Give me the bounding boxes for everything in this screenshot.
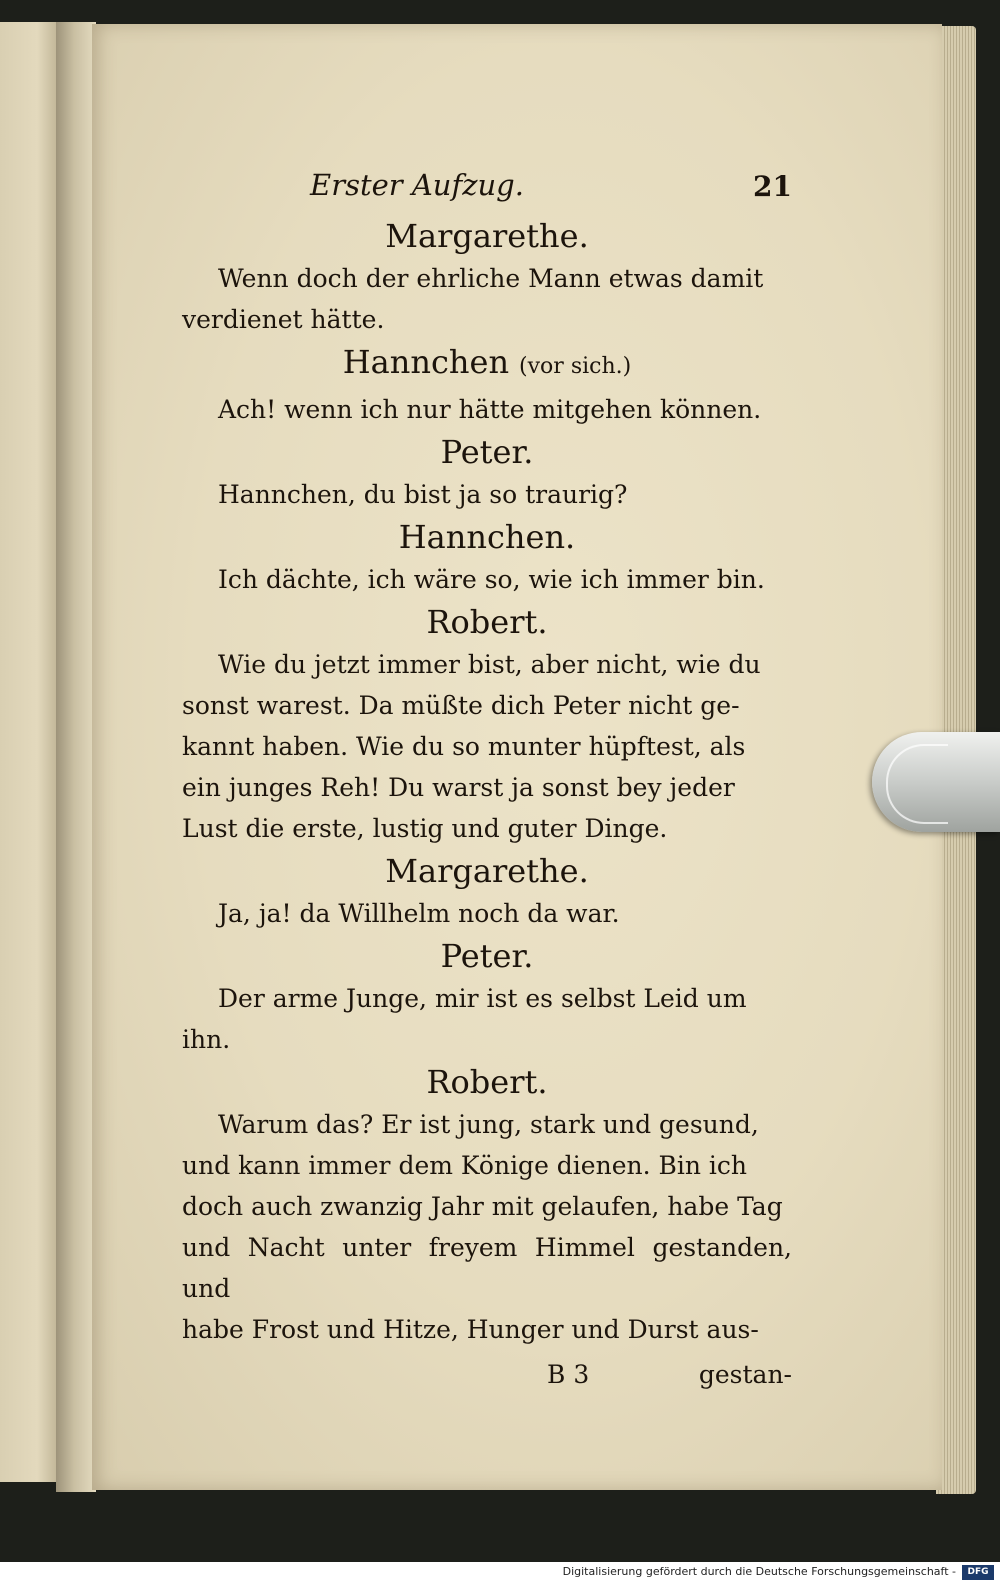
speech-line: Ach! wenn ich nur hätte mitgehen können. bbox=[218, 395, 762, 424]
page-header bbox=[182, 164, 792, 214]
page-footer bbox=[182, 1350, 792, 1398]
speech-line: und Nacht unter freyem Himmel gestanden, und bbox=[182, 1233, 792, 1303]
speaker-heading bbox=[242, 849, 732, 893]
speech-line: sonst warest. Da müßte dich Peter nicht ge- bbox=[182, 691, 740, 720]
speech-line: Wie du jetzt immer bist, aber nicht, wie du bbox=[218, 650, 761, 679]
speech-line: Ja, ja! da Willhelm noch da war. bbox=[218, 899, 620, 928]
speaker-name: Peter. bbox=[440, 433, 534, 471]
speech-line: Wenn doch der ehrliche Mann etwas damit bbox=[218, 264, 764, 293]
speech-line: habe Frost und Hitze, Hunger und Durst aus- bbox=[182, 1315, 759, 1344]
speaker-name: Hannchen. bbox=[398, 518, 576, 556]
speech-line: Lust die erste, lustig und guter Dinge. bbox=[182, 814, 668, 843]
speaker-heading bbox=[242, 214, 732, 258]
running-head: Erster Aufzug. bbox=[310, 168, 524, 202]
speech-line: Hannchen, du bist ja so traurig? bbox=[218, 480, 628, 509]
speaker-heading bbox=[242, 340, 732, 389]
bookmark-clip bbox=[872, 732, 1000, 832]
speech-line: doch auch zwanzig Jahr mit gelaufen, habe Tag bbox=[182, 1192, 783, 1221]
speech-line: ihn. bbox=[182, 1025, 231, 1054]
speaker-heading bbox=[242, 515, 732, 559]
speech-line: ein junges Reh! Du warst ja sonst bey jeder bbox=[182, 773, 735, 802]
speaker-name: Robert. bbox=[426, 1063, 548, 1101]
page-content bbox=[182, 164, 792, 1398]
speech-line: verdienet hätte. bbox=[182, 305, 385, 334]
speech-line: Ich dächte, ich wäre so, wie ich immer bin. bbox=[218, 565, 765, 594]
speech-line: und kann immer dem Könige dienen. Bin ich bbox=[182, 1151, 748, 1180]
credit-text: Digitalisierung gefördert durch die Deutsche Forschungsgemeinschaft - bbox=[562, 1565, 956, 1578]
credit-bar bbox=[0, 1562, 1000, 1584]
dfg-logo: DFG bbox=[962, 1565, 994, 1580]
speaker-heading bbox=[242, 430, 732, 474]
speaker-heading bbox=[242, 1060, 732, 1104]
speech-line: Warum das? Er ist jung, stark und gesund, bbox=[218, 1110, 759, 1139]
speaker-name: Margarethe. bbox=[385, 852, 589, 890]
text-body bbox=[182, 214, 792, 1350]
speaker-name: Hannchen bbox=[342, 343, 510, 381]
speaker-name: Peter. bbox=[440, 937, 534, 975]
book-gutter bbox=[56, 22, 96, 1492]
left-page-edge bbox=[0, 22, 62, 1482]
stage-direction: (vor sich.) bbox=[519, 354, 632, 379]
catchword: gestan- bbox=[698, 1360, 792, 1389]
speech-line: Der arme Junge, mir ist es selbst Leid um bbox=[218, 984, 747, 1013]
speech-line: kannt haben. Wie du so munter hüpftest, als bbox=[182, 732, 746, 761]
speaker-heading bbox=[242, 600, 732, 644]
speaker-name: Margarethe. bbox=[385, 217, 589, 255]
book-page bbox=[92, 24, 942, 1490]
page-number: 21 bbox=[753, 170, 792, 203]
speaker-name: Robert. bbox=[426, 603, 548, 641]
speaker-heading bbox=[242, 934, 732, 978]
bookmark-clip-highlight bbox=[886, 744, 948, 824]
signature-mark: B 3 bbox=[547, 1360, 590, 1389]
